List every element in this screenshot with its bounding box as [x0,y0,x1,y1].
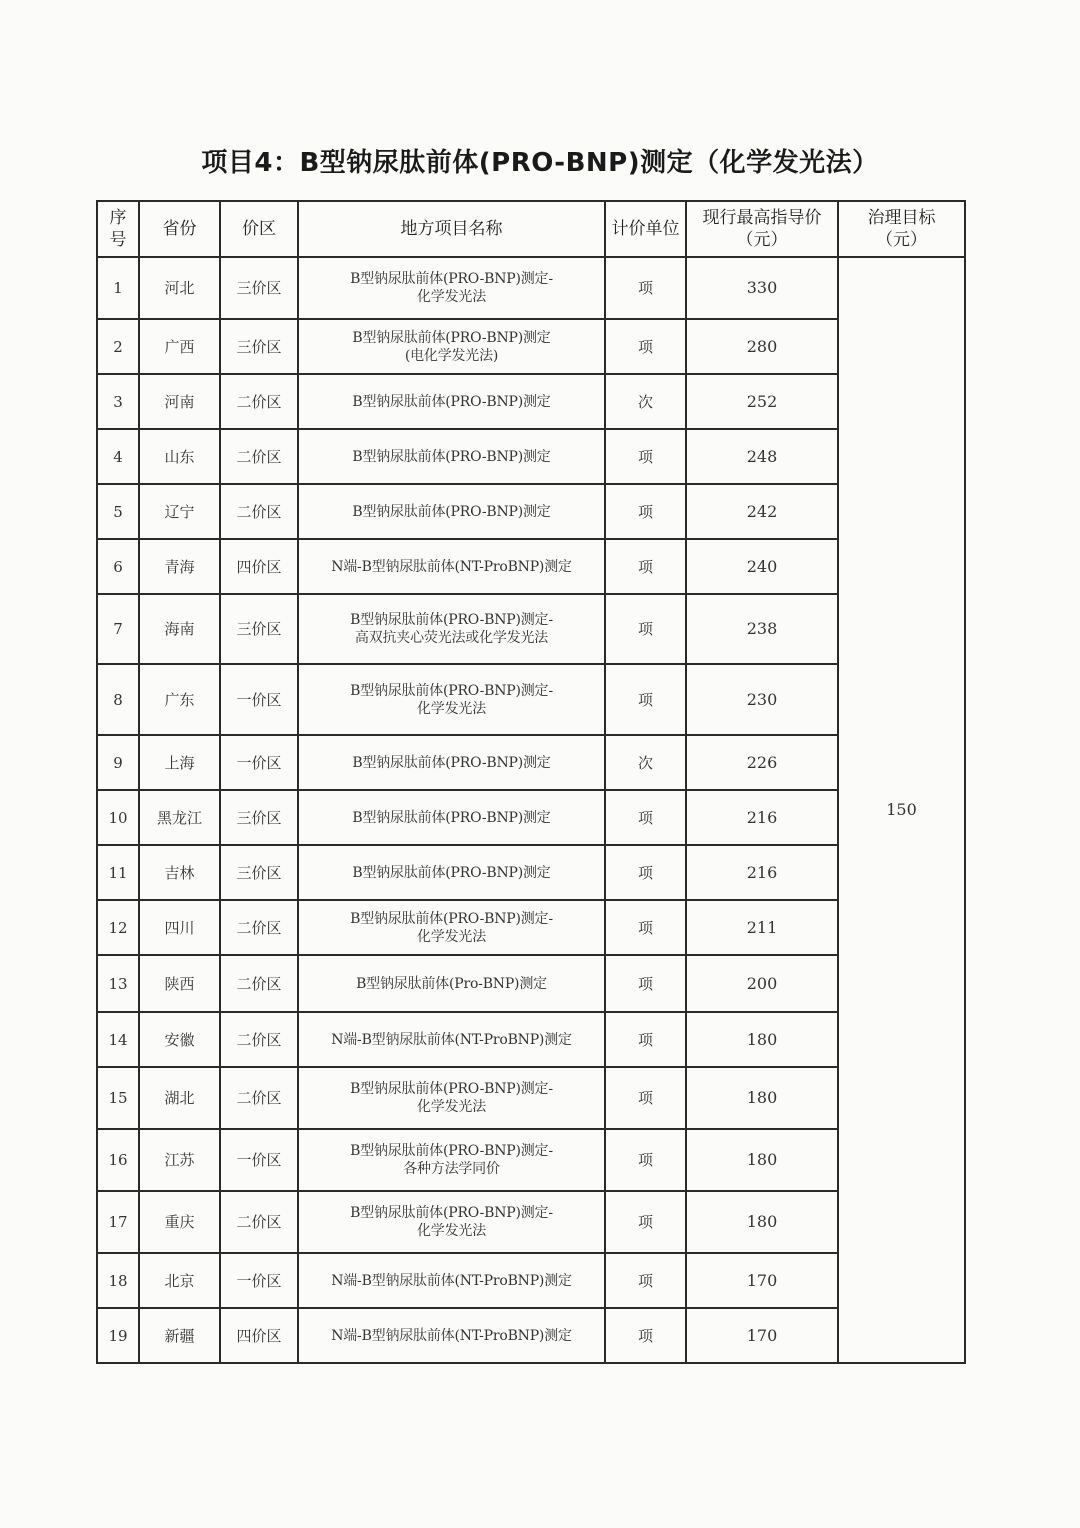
row-seq: 14 [97,1012,139,1067]
row-max-price: 330 [686,257,838,319]
row-local-name-line: B型钠尿肽前体(PRO-BNP)测定 [352,754,551,771]
row-price-zone: 三价区 [220,790,298,845]
row-unit: 项 [605,539,686,594]
row-max-price: 200 [686,955,838,1012]
row-local-name [298,484,605,539]
row-unit: 项 [605,955,686,1012]
row-local-name-line: B型钠尿肽前体(PRO-BNP)测定- [350,271,553,287]
row-unit: 项 [605,845,686,900]
row-local-name [298,1067,605,1129]
table-row [97,319,965,374]
row-local-name-line: B型钠尿肽前体(PRO-BNP)测定 [352,864,551,881]
row-local-name [298,955,605,1012]
row-seq: 12 [97,900,139,955]
table-row [97,1012,965,1067]
row-local-name [298,790,605,845]
row-local-name [298,664,605,735]
row-unit: 次 [605,374,686,429]
row-seq: 2 [97,319,139,374]
row-seq: 5 [97,484,139,539]
header-max-price [686,201,838,257]
row-max-price: 170 [686,1308,838,1363]
row-price-zone: 四价区 [220,539,298,594]
table-row [97,257,965,319]
table-row [97,664,965,735]
header-target-line: （元） [876,230,927,250]
row-unit: 项 [605,1067,686,1129]
row-local-name [298,1012,605,1067]
row-local-name-line: B型钠尿肽前体(Pro-BNP)测定 [356,975,547,992]
row-seq: 6 [97,539,139,594]
header-price-zone: 价区 [220,201,298,257]
row-seq: 18 [97,1253,139,1308]
row-max-price: 230 [686,664,838,735]
row-province: 吉林 [139,845,220,900]
row-local-name-line: 化学发光法 [417,1099,486,1115]
row-seq: 19 [97,1308,139,1363]
table-row [97,1129,965,1191]
row-local-name-line: B型钠尿肽前体(PRO-BNP)测定 [352,329,551,346]
row-province: 山东 [139,429,220,484]
row-max-price: 180 [686,1012,838,1067]
row-unit: 项 [605,1191,686,1253]
row-price-zone: 二价区 [220,1012,298,1067]
header-max-price-line: （元） [736,230,788,250]
table-row [97,790,965,845]
row-price-zone: 一价区 [220,735,298,790]
row-max-price: 180 [686,1191,838,1253]
table-row [97,374,965,429]
row-unit: 项 [605,319,686,374]
row-unit: 项 [605,1012,686,1067]
row-local-name [298,539,605,594]
row-max-price: 226 [686,735,838,790]
row-price-zone: 二价区 [220,484,298,539]
row-province: 重庆 [139,1191,220,1253]
row-max-price: 211 [686,900,838,955]
row-max-price: 216 [686,790,838,845]
row-local-name-line: 化学发光法 [417,700,486,717]
row-province: 陕西 [139,955,220,1012]
row-max-price: 170 [686,1253,838,1308]
header-seq-line: 号 [109,230,127,250]
row-local-name-line: 高双抗夹心荧光法或化学发光法 [354,630,549,646]
row-local-name-line: N端-B型钠尿肽前体(NT-ProBNP)测定 [331,1031,572,1048]
row-province: 青海 [139,539,220,594]
row-local-name-line: B型钠尿肽前体(PRO-BNP)测定 [352,393,551,410]
row-unit: 项 [605,790,686,845]
row-local-name-line: B型钠尿肽前体(PRO-BNP)测定- [350,1205,553,1221]
header-local-name: 地方项目名称 [298,201,605,257]
row-local-name-line: N端-B型钠尿肽前体(NT-ProBNP)测定 [331,1327,572,1344]
row-local-name-line: 各种方法学同价 [403,1161,500,1177]
row-local-name-line: 化学发光法 [417,289,486,305]
table-row [97,594,965,664]
row-local-name-line: B型钠尿肽前体(PRO-BNP)测定- [350,612,553,628]
row-province: 新疆 [139,1308,220,1363]
row-price-zone: 三价区 [220,845,298,900]
row-local-name [298,1308,605,1363]
row-unit: 项 [605,594,686,664]
row-unit: 项 [605,429,686,484]
row-local-name [298,1129,605,1191]
row-seq: 7 [97,594,139,664]
row-local-name-line: B型钠尿肽前体(PRO-BNP)测定 [352,503,551,520]
row-seq: 17 [97,1191,139,1253]
row-seq: 1 [97,257,139,319]
row-local-name [298,1191,605,1253]
row-max-price: 252 [686,374,838,429]
row-province: 北京 [139,1253,220,1308]
row-seq: 8 [97,664,139,735]
header-target-line: 治理目标 [867,208,936,228]
row-seq: 3 [97,374,139,429]
table-row [97,1253,965,1308]
row-seq: 9 [97,735,139,790]
row-seq: 4 [97,429,139,484]
header-province: 省份 [139,201,220,257]
row-price-zone: 二价区 [220,429,298,484]
row-unit: 项 [605,1253,686,1308]
row-local-name [298,429,605,484]
row-province: 上海 [139,735,220,790]
row-province: 河南 [139,374,220,429]
row-price-zone: 二价区 [220,1067,298,1129]
table-header-row [97,201,965,257]
row-local-name [298,735,605,790]
row-price-zone: 一价区 [220,1253,298,1308]
row-price-zone: 三价区 [220,319,298,374]
row-local-name-line: (电化学发光法) [404,347,499,364]
header-seq [97,201,139,257]
row-local-name-line: B型钠尿肽前体(PRO-BNP)测定- [350,682,553,699]
row-price-zone: 四价区 [220,1308,298,1363]
row-max-price: 240 [686,539,838,594]
row-province: 湖北 [139,1067,220,1129]
header-unit: 计价单位 [605,201,686,257]
table-row [97,1191,965,1253]
row-local-name [298,900,605,955]
row-local-name-line: B型钠尿肽前体(PRO-BNP)测定- [350,1143,553,1159]
table-row [97,845,965,900]
table-row [97,539,965,594]
page-title: 项目4：B型钠尿肽前体(PRO-BNP)测定（化学发光法） [201,148,879,178]
row-local-name-line: N端-B型钠尿肽前体(NT-ProBNP)测定 [331,558,572,575]
row-local-name-line: B型钠尿肽前体(PRO-BNP)测定 [352,448,551,465]
row-local-name [298,1253,605,1308]
row-local-name-line: N端-B型钠尿肽前体(NT-ProBNP)测定 [331,1272,572,1289]
row-max-price: 280 [686,319,838,374]
row-price-zone: 一价区 [220,1129,298,1191]
row-local-name [298,319,605,374]
row-unit: 项 [605,257,686,319]
row-seq: 15 [97,1067,139,1129]
row-seq: 16 [97,1129,139,1191]
row-province: 江苏 [139,1129,220,1191]
row-price-zone: 二价区 [220,374,298,429]
row-price-zone: 一价区 [220,664,298,735]
row-price-zone: 三价区 [220,594,298,664]
row-province: 河北 [139,257,220,319]
row-max-price: 238 [686,594,838,664]
row-local-name-line: B型钠尿肽前体(PRO-BNP)测定- [350,910,553,927]
row-price-zone: 二价区 [220,1191,298,1253]
row-max-price: 216 [686,845,838,900]
row-province: 四川 [139,900,220,955]
row-local-name [298,257,605,319]
row-local-name-line: 化学发光法 [417,928,486,945]
table-row [97,484,965,539]
row-unit: 项 [605,664,686,735]
table-row [97,735,965,790]
row-max-price: 242 [686,484,838,539]
row-province: 海南 [139,594,220,664]
price-table [96,200,966,1364]
row-province: 安徽 [139,1012,220,1067]
table-row [97,955,965,1012]
header-seq-line: 序 [109,208,127,228]
row-local-name [298,845,605,900]
row-province: 辽宁 [139,484,220,539]
target-value-cell: 150 [838,257,965,1363]
row-seq: 11 [97,845,139,900]
row-seq: 13 [97,955,139,1012]
row-unit: 项 [605,1308,686,1363]
row-local-name [298,374,605,429]
row-local-name [298,594,605,664]
row-price-zone: 二价区 [220,900,298,955]
row-max-price: 180 [686,1067,838,1129]
row-max-price: 248 [686,429,838,484]
table-row [97,900,965,955]
row-unit: 次 [605,735,686,790]
row-price-zone: 三价区 [220,257,298,319]
row-seq: 10 [97,790,139,845]
row-unit: 项 [605,900,686,955]
row-unit: 项 [605,1129,686,1191]
row-local-name-line: 化学发光法 [417,1223,486,1239]
table-body [97,257,965,1363]
table-row [97,429,965,484]
row-province: 广东 [139,664,220,735]
row-max-price: 180 [686,1129,838,1191]
row-province: 黑龙江 [139,790,220,845]
header-target [838,201,965,257]
row-local-name-line: B型钠尿肽前体(PRO-BNP)测定 [352,809,551,826]
table-row [97,1308,965,1363]
row-price-zone: 二价区 [220,955,298,1012]
header-max-price-line: 现行最高指导价 [702,208,822,228]
row-province: 广西 [139,319,220,374]
row-unit: 项 [605,484,686,539]
table-row [97,1067,965,1129]
row-local-name-line: B型钠尿肽前体(PRO-BNP)测定- [350,1081,553,1097]
